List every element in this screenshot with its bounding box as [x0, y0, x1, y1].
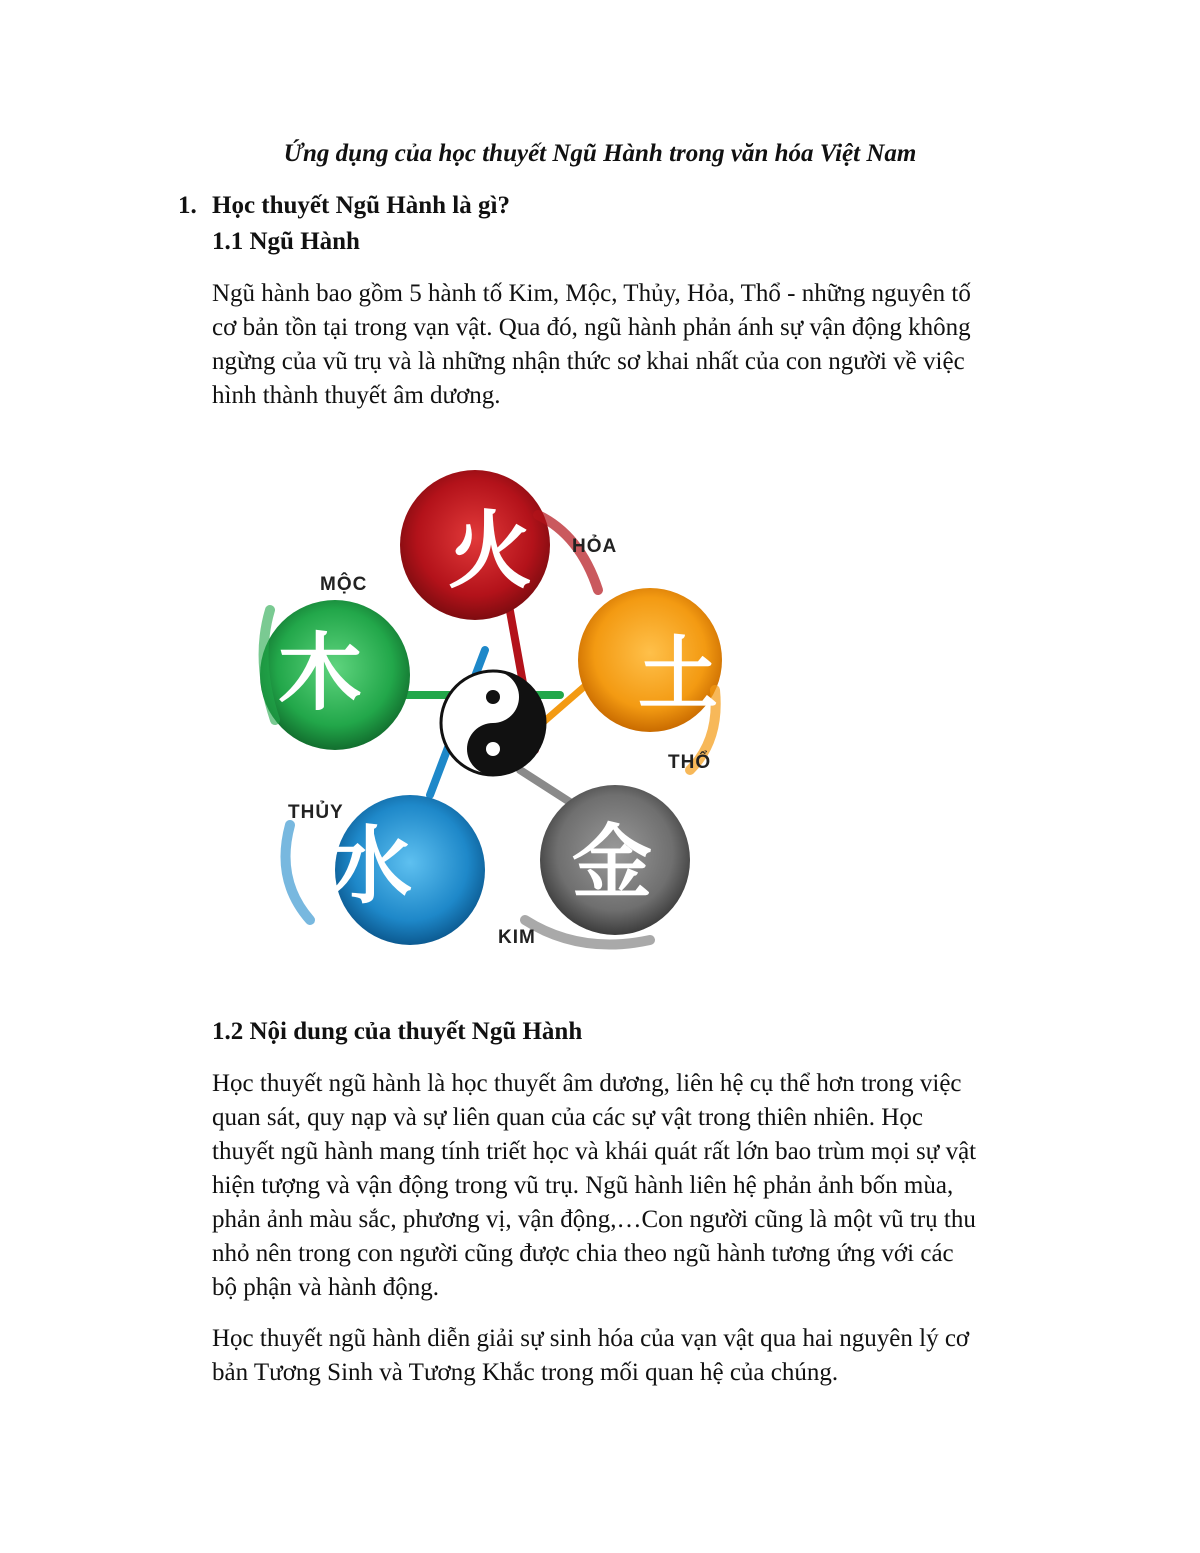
document-title: Ứng dụng của học thuyết Ngũ Hành trong văn hóa Việt Nam [283, 140, 917, 167]
fire-glyph: 火 [447, 502, 533, 600]
section-1-heading [178, 192, 510, 220]
text-line: hình thành thuyết âm dương. [212, 382, 501, 409]
paragraph-tuong-sinh-tuong-khac [212, 1322, 1062, 1390]
water-label: THỦY [288, 802, 344, 823]
text-line: Ngũ hành bao gồm 5 hành tố Kim, Mộc, Thủy, Hỏa, Thổ - những nguyên tố [212, 280, 971, 307]
subsection-1-1-heading: 1.1 Ngũ Hành [212, 228, 360, 255]
metal-element [498, 785, 690, 948]
earth-glyph: 土 [638, 628, 718, 721]
text-line: thuyết ngũ hành mang tính triết học và khái quát rất lớn bao trùm mọi sự vật [212, 1138, 977, 1165]
metal-label: KIM [498, 927, 536, 948]
text-line: bản Tương Sinh và Tương Khắc trong mối quan hệ của chúng. [212, 1359, 839, 1386]
section-number: 1. [178, 192, 197, 219]
five-elements-figure [250, 440, 770, 970]
fire-element [400, 470, 617, 620]
metal-glyph: 金 [572, 816, 652, 909]
text-line: hiện tượng và vận động trong vũ trụ. Ngũ hành liên hệ phản ảnh bốn mùa, [212, 1172, 954, 1199]
subsection-1-2-heading: 1.2 Nội dung của thuyết Ngũ Hành [212, 1018, 583, 1045]
five-elements-diagram [250, 440, 770, 970]
earth-label: THỔ [668, 752, 712, 773]
text-line: Học thuyết ngũ hành diễn giải sự sinh hóa của vạn vật qua hai nguyên lý cơ [212, 1325, 970, 1352]
paragraph-ngu-hanh [212, 277, 1062, 413]
text-line: nhỏ nên trong con người cũng được chia theo ngũ hành tương ứng với các [212, 1240, 954, 1267]
earth-element [578, 588, 722, 773]
water-glyph: 水 [327, 817, 413, 915]
text-line: phản ảnh màu sắc, phương vị, vận động,…Con người cũng là một vũ trụ thu [212, 1206, 976, 1233]
wood-element [260, 573, 410, 750]
wood-glyph: 木 [277, 624, 363, 722]
yin-yang-icon [441, 671, 545, 775]
paragraph-noi-dung [212, 1067, 1062, 1305]
fire-label: HỎA [572, 536, 618, 557]
text-line: Học thuyết ngũ hành là học thuyết âm dương, liên hệ cụ thể hơn trong việc [212, 1070, 962, 1097]
text-line: ngừng của vũ trụ và là những nhận thức sơ khai nhất của con người về việc [212, 348, 965, 375]
text-line: cơ bản tồn tại trong vạn vật. Qua đó, ngũ hành phản ánh sự vận động không [212, 314, 971, 341]
text-line: bộ phận và hành động. [212, 1274, 440, 1301]
water-element [286, 795, 486, 945]
wood-label: MỘC [320, 574, 368, 595]
section-title: Học thuyết Ngũ Hành là gì? [212, 192, 510, 219]
text-line: quan sát, quy nạp và sự liên quan của các sự vật trong thiên nhiên. Học [212, 1104, 923, 1131]
